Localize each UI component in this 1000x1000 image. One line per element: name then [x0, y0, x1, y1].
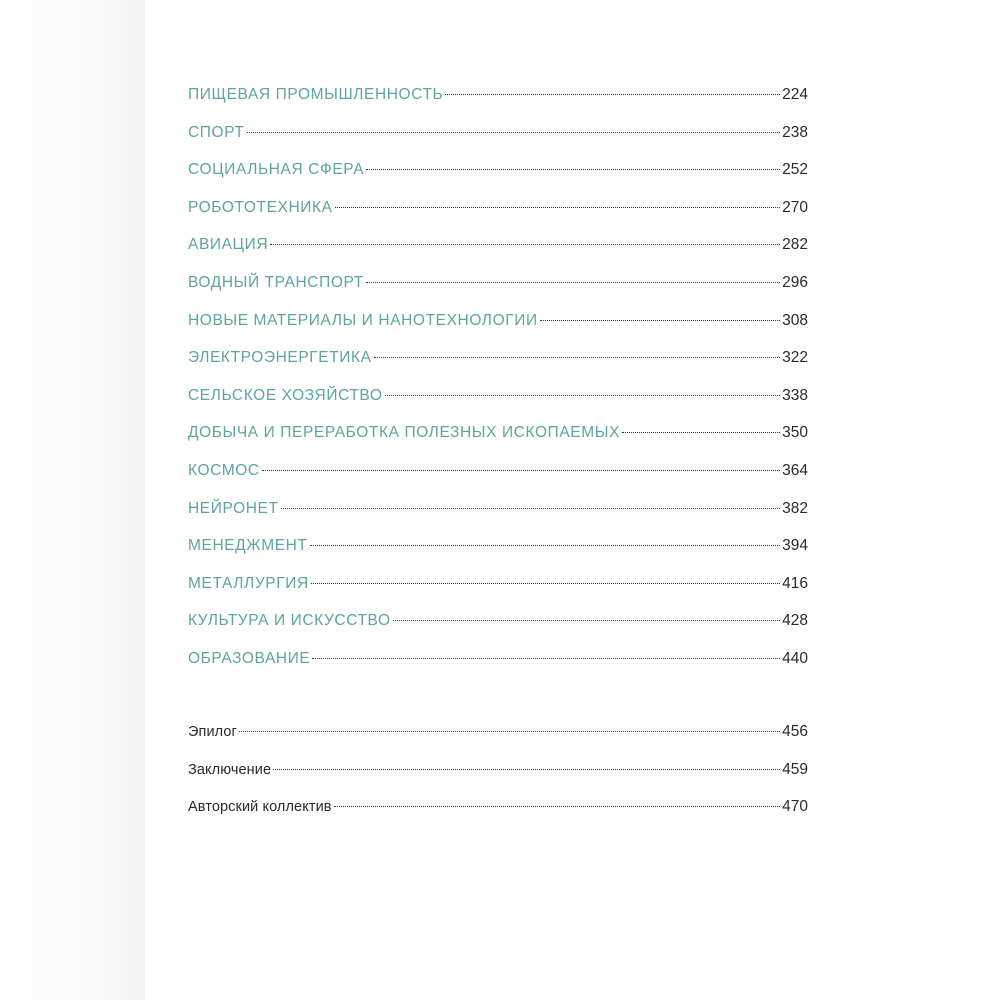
toc-entry-title: Эпилог — [188, 724, 237, 740]
toc-entry-page: 459 — [782, 760, 808, 778]
toc-entry-page: 364 — [782, 461, 808, 479]
toc-end-matter — [188, 717, 808, 830]
toc-entry[interactable] — [188, 80, 808, 118]
toc-entry-title: АВИАЦИЯ — [188, 236, 269, 254]
dot-leader — [540, 320, 780, 321]
toc-entry-page: 440 — [782, 649, 808, 667]
toc-entry-title: МЕНЕДЖМЕНТ — [188, 537, 308, 555]
toc-entry-title: Авторский коллектив — [188, 799, 332, 816]
toc-entry-title: ОБРАЗОВАНИЕ — [188, 649, 311, 667]
toc-entry[interactable] — [188, 531, 808, 569]
toc-entry-page: 296 — [782, 273, 808, 291]
toc-entry[interactable] — [188, 569, 808, 607]
toc-entry[interactable] — [188, 644, 808, 682]
toc-entry[interactable] — [188, 230, 808, 268]
dot-leader — [334, 806, 781, 807]
dot-leader — [281, 508, 781, 509]
dot-leader — [239, 731, 780, 732]
toc-entry-page: 428 — [782, 612, 808, 630]
dot-leader — [311, 583, 780, 584]
dot-leader — [622, 432, 780, 433]
dot-leader — [393, 620, 780, 621]
toc-entry[interactable] — [188, 155, 808, 193]
toc-entry-title: РОБОТОТЕХНИКА — [188, 198, 333, 216]
toc-entry[interactable] — [188, 343, 808, 381]
dot-leader — [385, 395, 781, 396]
toc-entry-title: ПИЩЕВАЯ ПРОМЫШЛЕННОСТЬ — [188, 86, 444, 103]
toc-entry[interactable] — [188, 268, 808, 306]
toc-entry-title: Заключение — [188, 761, 272, 778]
toc-entry[interactable] — [188, 118, 808, 156]
dot-leader — [366, 282, 780, 283]
toc-entry-page: 470 — [782, 798, 808, 816]
toc-entry-conclusion[interactable] — [188, 755, 808, 793]
toc-entry-title: НЕЙРОНЕТ — [188, 499, 279, 517]
toc-entry-page: 224 — [782, 86, 808, 103]
toc-entry-title: СЕЛЬСКОЕ ХОЗЯЙСТВО — [188, 386, 383, 404]
toc-entry-title: НОВЫЕ МАТЕРИАЛЫ И НАНОТЕХНОЛОГИИ — [188, 311, 538, 329]
toc-entry[interactable] — [188, 193, 808, 231]
dot-leader — [310, 545, 781, 546]
toc-entry-page: 456 — [782, 723, 808, 740]
toc-entry-page: 282 — [782, 236, 808, 254]
toc-entry-page: 416 — [782, 574, 808, 592]
toc-entry-page: 252 — [782, 161, 808, 179]
toc-entry-authors[interactable] — [188, 792, 808, 830]
dot-leader — [374, 357, 781, 358]
toc-entry-epilogue[interactable] — [188, 717, 808, 755]
dot-leader — [312, 658, 780, 659]
toc-entry[interactable] — [188, 494, 808, 532]
toc-entry-title: ЭЛЕКТРОЭНЕРГЕТИКА — [188, 349, 372, 367]
toc-entry-title: КУЛЬТУРА И ИСКУССТВО — [188, 612, 391, 630]
toc-entry-title: КОСМОС — [188, 461, 260, 479]
page-edge-shadow — [0, 0, 145, 1000]
toc-entry[interactable] — [188, 606, 808, 644]
dot-leader — [445, 94, 780, 95]
toc-entry-title: СОЦИАЛЬНАЯ СФЕРА — [188, 161, 365, 179]
toc-entry[interactable] — [188, 306, 808, 344]
toc-entry-page: 238 — [782, 123, 808, 141]
toc-entry-title: ВОДНЫЙ ТРАНСПОРТ — [188, 273, 364, 291]
dot-leader — [262, 470, 780, 471]
dot-leader — [270, 244, 780, 245]
toc-entry[interactable] — [188, 381, 808, 419]
toc-entry-page: 382 — [782, 499, 808, 517]
toc-entry-title: ДОБЫЧА И ПЕРЕРАБОТКА ПОЛЕЗНЫХ ИСКОПАЕМЫХ — [188, 424, 621, 442]
toc-entry-page: 338 — [782, 386, 808, 404]
toc-entry-title: МЕТАЛЛУРГИЯ — [188, 574, 309, 592]
toc-sections — [188, 80, 808, 682]
toc-entry[interactable] — [188, 418, 808, 456]
dot-leader — [335, 207, 781, 208]
toc-entry-page: 322 — [782, 349, 808, 367]
dot-leader — [247, 132, 781, 133]
dot-leader — [273, 769, 780, 770]
toc-entry-title: СПОРТ — [188, 123, 245, 141]
toc-entry-page: 308 — [782, 311, 808, 329]
toc-entry-page: 270 — [782, 198, 808, 216]
toc-entry-page: 394 — [782, 537, 808, 555]
dot-leader — [366, 169, 780, 170]
toc-entry[interactable] — [188, 456, 808, 494]
toc-entry-page: 350 — [782, 424, 808, 442]
